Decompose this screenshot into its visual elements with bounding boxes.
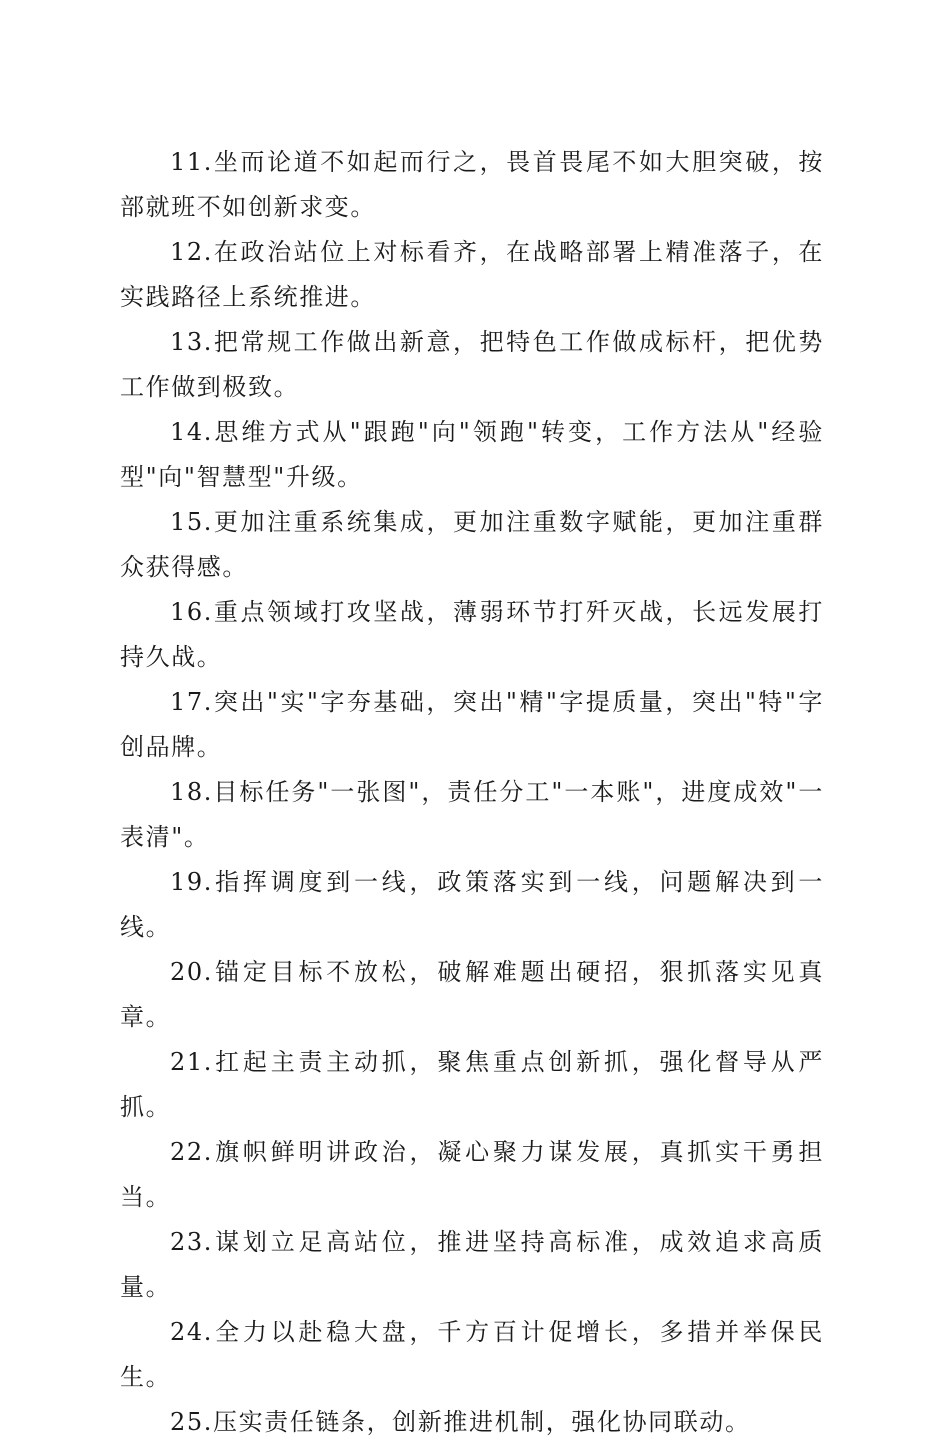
paragraph-12: 12.在政治站位上对标看齐，在战略部署上精准落子，在实践路径上系统推进。 <box>120 238 824 311</box>
paragraph-23: 23.谋划立足高站位，推进坚持高标准，成效追求高质量。 <box>120 1228 824 1301</box>
paragraph-21: 21.扛起主责主动抓，聚焦重点创新抓，强化督导从严抓。 <box>120 1048 824 1121</box>
paragraph-25: 25.压实责任链条，创新推进机制，强化协同联动。 <box>170 1408 751 1436</box>
paragraph-20: 20.锚定目标不放松，破解难题出硬招，狠抓落实见真章。 <box>120 958 824 1031</box>
paragraph-19: 19.指挥调度到一线，政策落实到一线，问题解决到一线。 <box>120 868 824 941</box>
paragraph-16: 16.重点领域打攻坚战，薄弱环节打歼灭战，长远发展打持久战。 <box>120 598 824 671</box>
paragraph-11: 11.坐而论道不如起而行之，畏首畏尾不如大胆突破，按部就班不如创新求变。 <box>120 148 824 221</box>
paragraph-18: 18.目标任务"一张图"，责任分工"一本账"，进度成效"一表清"。 <box>120 778 824 851</box>
paragraph-24: 24.全力以赴稳大盘，千方百计促增长，多措并举保民生。 <box>120 1318 824 1391</box>
paragraph-13: 13.把常规工作做出新意，把特色工作做成标杆，把优势工作做到极致。 <box>120 328 824 401</box>
paragraph-22: 22.旗帜鲜明讲政治，凝心聚力谋发展，真抓实干勇担当。 <box>120 1138 824 1211</box>
document-body <box>120 140 824 1445</box>
paragraph-15: 15.更加注重系统集成，更加注重数字赋能，更加注重群众获得感。 <box>120 508 824 581</box>
paragraph-14: 14.思维方式从"跟跑"向"领跑"转变，工作方法从"经验型"向"智慧型"升级。 <box>120 418 824 491</box>
paragraph-17: 17.突出"实"字夯基础，突出"精"字提质量，突出"特"字创品牌。 <box>120 688 824 761</box>
